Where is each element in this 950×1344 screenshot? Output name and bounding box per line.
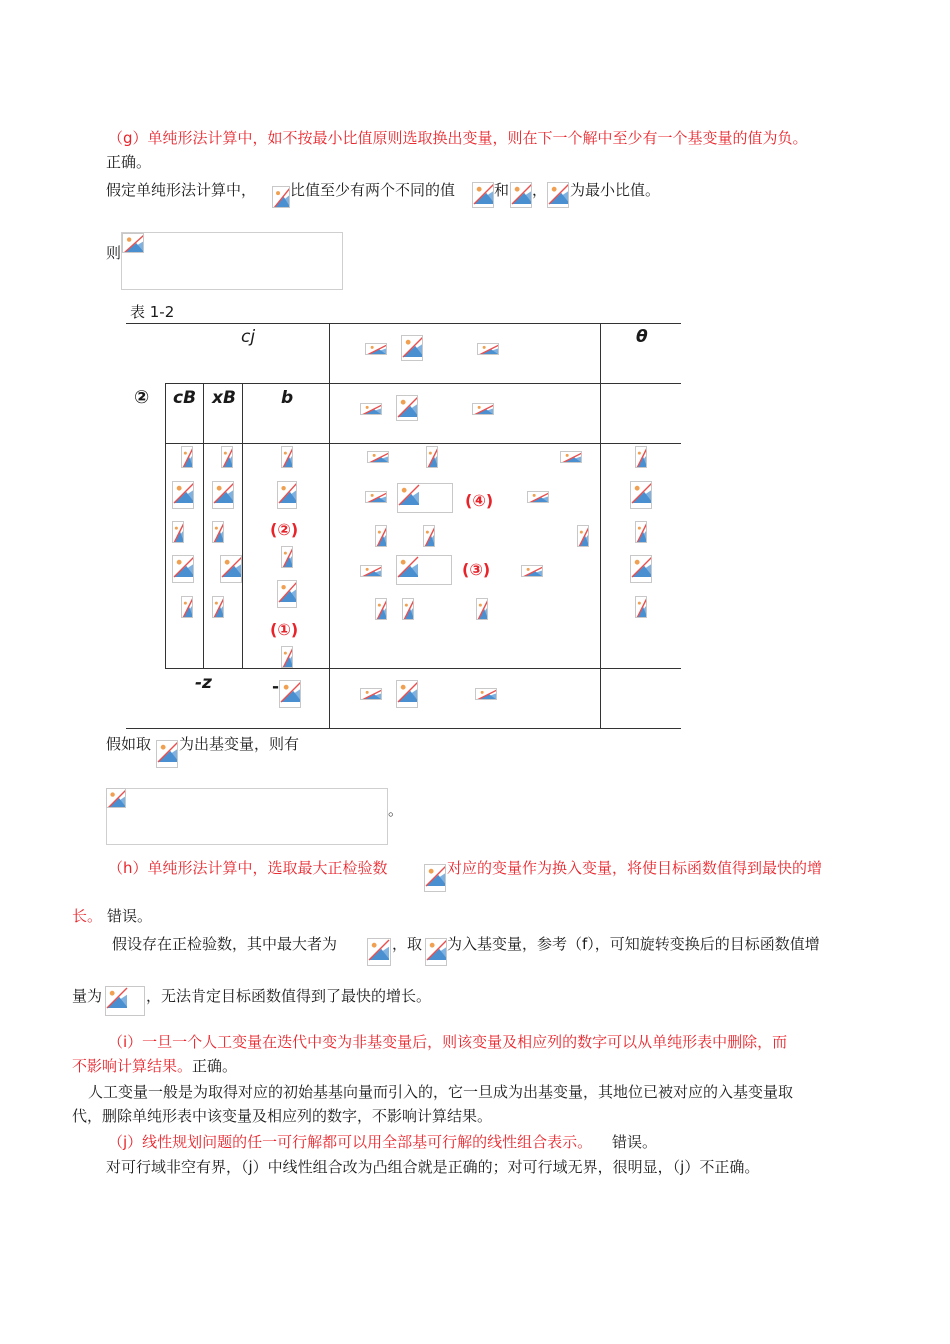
formula-image bbox=[277, 481, 297, 509]
formula-image bbox=[367, 938, 391, 966]
formula-image bbox=[401, 335, 423, 361]
marker-1: (①) bbox=[270, 620, 299, 639]
g-line1-b: 比值至少有两个不同的值 bbox=[290, 181, 456, 199]
formula-image bbox=[424, 864, 446, 892]
formula-image bbox=[426, 446, 438, 468]
formula-image bbox=[122, 233, 144, 253]
formula-image bbox=[156, 740, 178, 768]
minus-label: - bbox=[272, 677, 280, 697]
table-caption: 表 1-2 bbox=[130, 303, 175, 321]
formula-image bbox=[577, 525, 589, 547]
formula-image bbox=[220, 555, 242, 583]
formula-image bbox=[360, 403, 382, 415]
formula-image bbox=[172, 481, 194, 509]
table-vline bbox=[329, 323, 330, 729]
formula-image bbox=[472, 182, 494, 208]
formula-image bbox=[630, 555, 652, 583]
h-line1-c: 为入基变量，参考（f），可知旋转变换后的目标函数值增 bbox=[447, 935, 820, 953]
j-title: （j）线性规划问题的任一可行解都可以用全部基可行解的线性组合表示。 bbox=[108, 1133, 593, 1151]
h-line1-b: ，取 bbox=[392, 935, 423, 953]
formula-frame bbox=[106, 788, 388, 845]
formula-image bbox=[397, 483, 453, 513]
h-line2-a: 量为 bbox=[72, 987, 103, 1005]
formula-image bbox=[375, 598, 387, 620]
formula-image bbox=[281, 646, 293, 668]
formula-image bbox=[277, 580, 297, 608]
formula-image bbox=[547, 182, 569, 208]
formula-image bbox=[472, 403, 494, 415]
formula-image bbox=[281, 446, 293, 468]
g-line1-d: ， bbox=[532, 181, 548, 199]
header-cb: cB bbox=[173, 388, 197, 408]
g-line1-c: 和 bbox=[494, 181, 510, 199]
formula-image bbox=[181, 446, 193, 468]
neg-z-label: -z bbox=[195, 673, 212, 693]
h-line2-b: ，无法肯定目标函数值得到了最快的增长。 bbox=[146, 987, 432, 1005]
table-vline bbox=[242, 383, 243, 668]
formula-frame bbox=[121, 232, 343, 290]
formula-image bbox=[396, 395, 418, 421]
formula-image bbox=[510, 182, 532, 208]
formula-image bbox=[475, 688, 497, 700]
i-body-2: 代，删除单纯形表中该变量及相应列的数字，不影响计算结果。 bbox=[72, 1107, 493, 1125]
header-b: b bbox=[281, 388, 294, 408]
formula-image bbox=[477, 343, 499, 355]
formula-image bbox=[272, 186, 290, 208]
formula-image bbox=[212, 596, 224, 618]
header-xb: xB bbox=[212, 388, 236, 408]
header-cj: cj bbox=[241, 327, 256, 347]
j-answer: 错误。 bbox=[612, 1133, 658, 1151]
g-answer: 正确。 bbox=[106, 153, 152, 171]
formula-image bbox=[365, 343, 387, 355]
i-body-1: 人工变量一般是为取得对应的初始基基向量而引入的，它一旦成为出基变量，其地位已被对应的入基变量取 bbox=[88, 1083, 794, 1101]
after-table-line-b: 为出基变量，则有 bbox=[179, 735, 300, 753]
formula-image bbox=[527, 491, 549, 503]
formula-image bbox=[360, 688, 382, 700]
formula-image bbox=[396, 680, 418, 708]
i-answer: 正确。 bbox=[192, 1057, 238, 1075]
formula-image bbox=[635, 446, 647, 468]
formula-image bbox=[212, 481, 234, 509]
formula-image bbox=[521, 565, 543, 577]
formula-image bbox=[281, 546, 293, 568]
table-vline bbox=[203, 383, 204, 668]
g-then: 则 bbox=[106, 244, 122, 262]
marker-3: (③) bbox=[462, 560, 491, 579]
after-table-line-a: 假如取 bbox=[106, 735, 152, 753]
h-line1-a: 假设存在正检验数，其中最大者为 bbox=[112, 935, 338, 953]
formula-image bbox=[396, 555, 452, 585]
row-marker: ② bbox=[134, 387, 150, 408]
formula-image bbox=[367, 451, 389, 463]
table-rule-top bbox=[126, 323, 681, 324]
after-table-end: 。 bbox=[388, 801, 404, 819]
formula-image bbox=[365, 491, 387, 503]
formula-image bbox=[212, 521, 224, 543]
h-title-b: 对应的变量作为换入变量，将使目标函数值得到最快的增 bbox=[447, 859, 823, 877]
h-title-a: （h）单纯形法计算中，选取最大正检验数 bbox=[108, 859, 388, 877]
formula-image bbox=[560, 451, 582, 463]
formula-image bbox=[635, 521, 647, 543]
i-title-b: 不影响计算结果。 bbox=[72, 1057, 193, 1075]
formula-image bbox=[172, 555, 194, 583]
formula-image bbox=[105, 986, 145, 1016]
formula-image bbox=[476, 598, 488, 620]
j-body: 对可行域非空有界，（j）中线性组合改为凸组合就是正确的；对可行域无界，很明显，（j）不正确。 bbox=[106, 1158, 760, 1176]
header-theta: θ bbox=[636, 327, 648, 347]
formula-image bbox=[375, 525, 387, 547]
formula-image bbox=[172, 521, 184, 543]
i-title-a: （i）一旦一个人工变量在迭代中变为非基变量后，则该变量及相应列的数字可以从单纯形表中删除，而 bbox=[108, 1033, 788, 1051]
g-line1-e: 为最小比值。 bbox=[570, 181, 661, 199]
g-line1-a: 假定单纯形法计算中， bbox=[106, 181, 257, 199]
formula-image bbox=[106, 788, 126, 808]
formula-image bbox=[630, 481, 652, 509]
table-rule bbox=[165, 668, 681, 669]
formula-image bbox=[221, 446, 233, 468]
formula-image bbox=[635, 596, 647, 618]
formula-image bbox=[181, 596, 193, 618]
marker-4: (④) bbox=[465, 491, 494, 510]
formula-image bbox=[402, 598, 414, 620]
table-rule-bottom bbox=[126, 728, 681, 729]
formula-image bbox=[279, 680, 301, 708]
formula-image bbox=[425, 938, 447, 966]
formula-image bbox=[360, 565, 382, 577]
h-title-c: 长。 bbox=[72, 907, 103, 925]
marker-2: (②) bbox=[270, 520, 299, 539]
h-answer: 错误。 bbox=[107, 907, 153, 925]
formula-image bbox=[423, 525, 435, 547]
table-vline bbox=[165, 383, 166, 668]
g-title: （g）单纯形法计算中，如不按最小比值原则选取换出变量，则在下一个解中至少有一个基变量的值为负。 bbox=[108, 129, 808, 147]
table-vline bbox=[600, 323, 601, 729]
